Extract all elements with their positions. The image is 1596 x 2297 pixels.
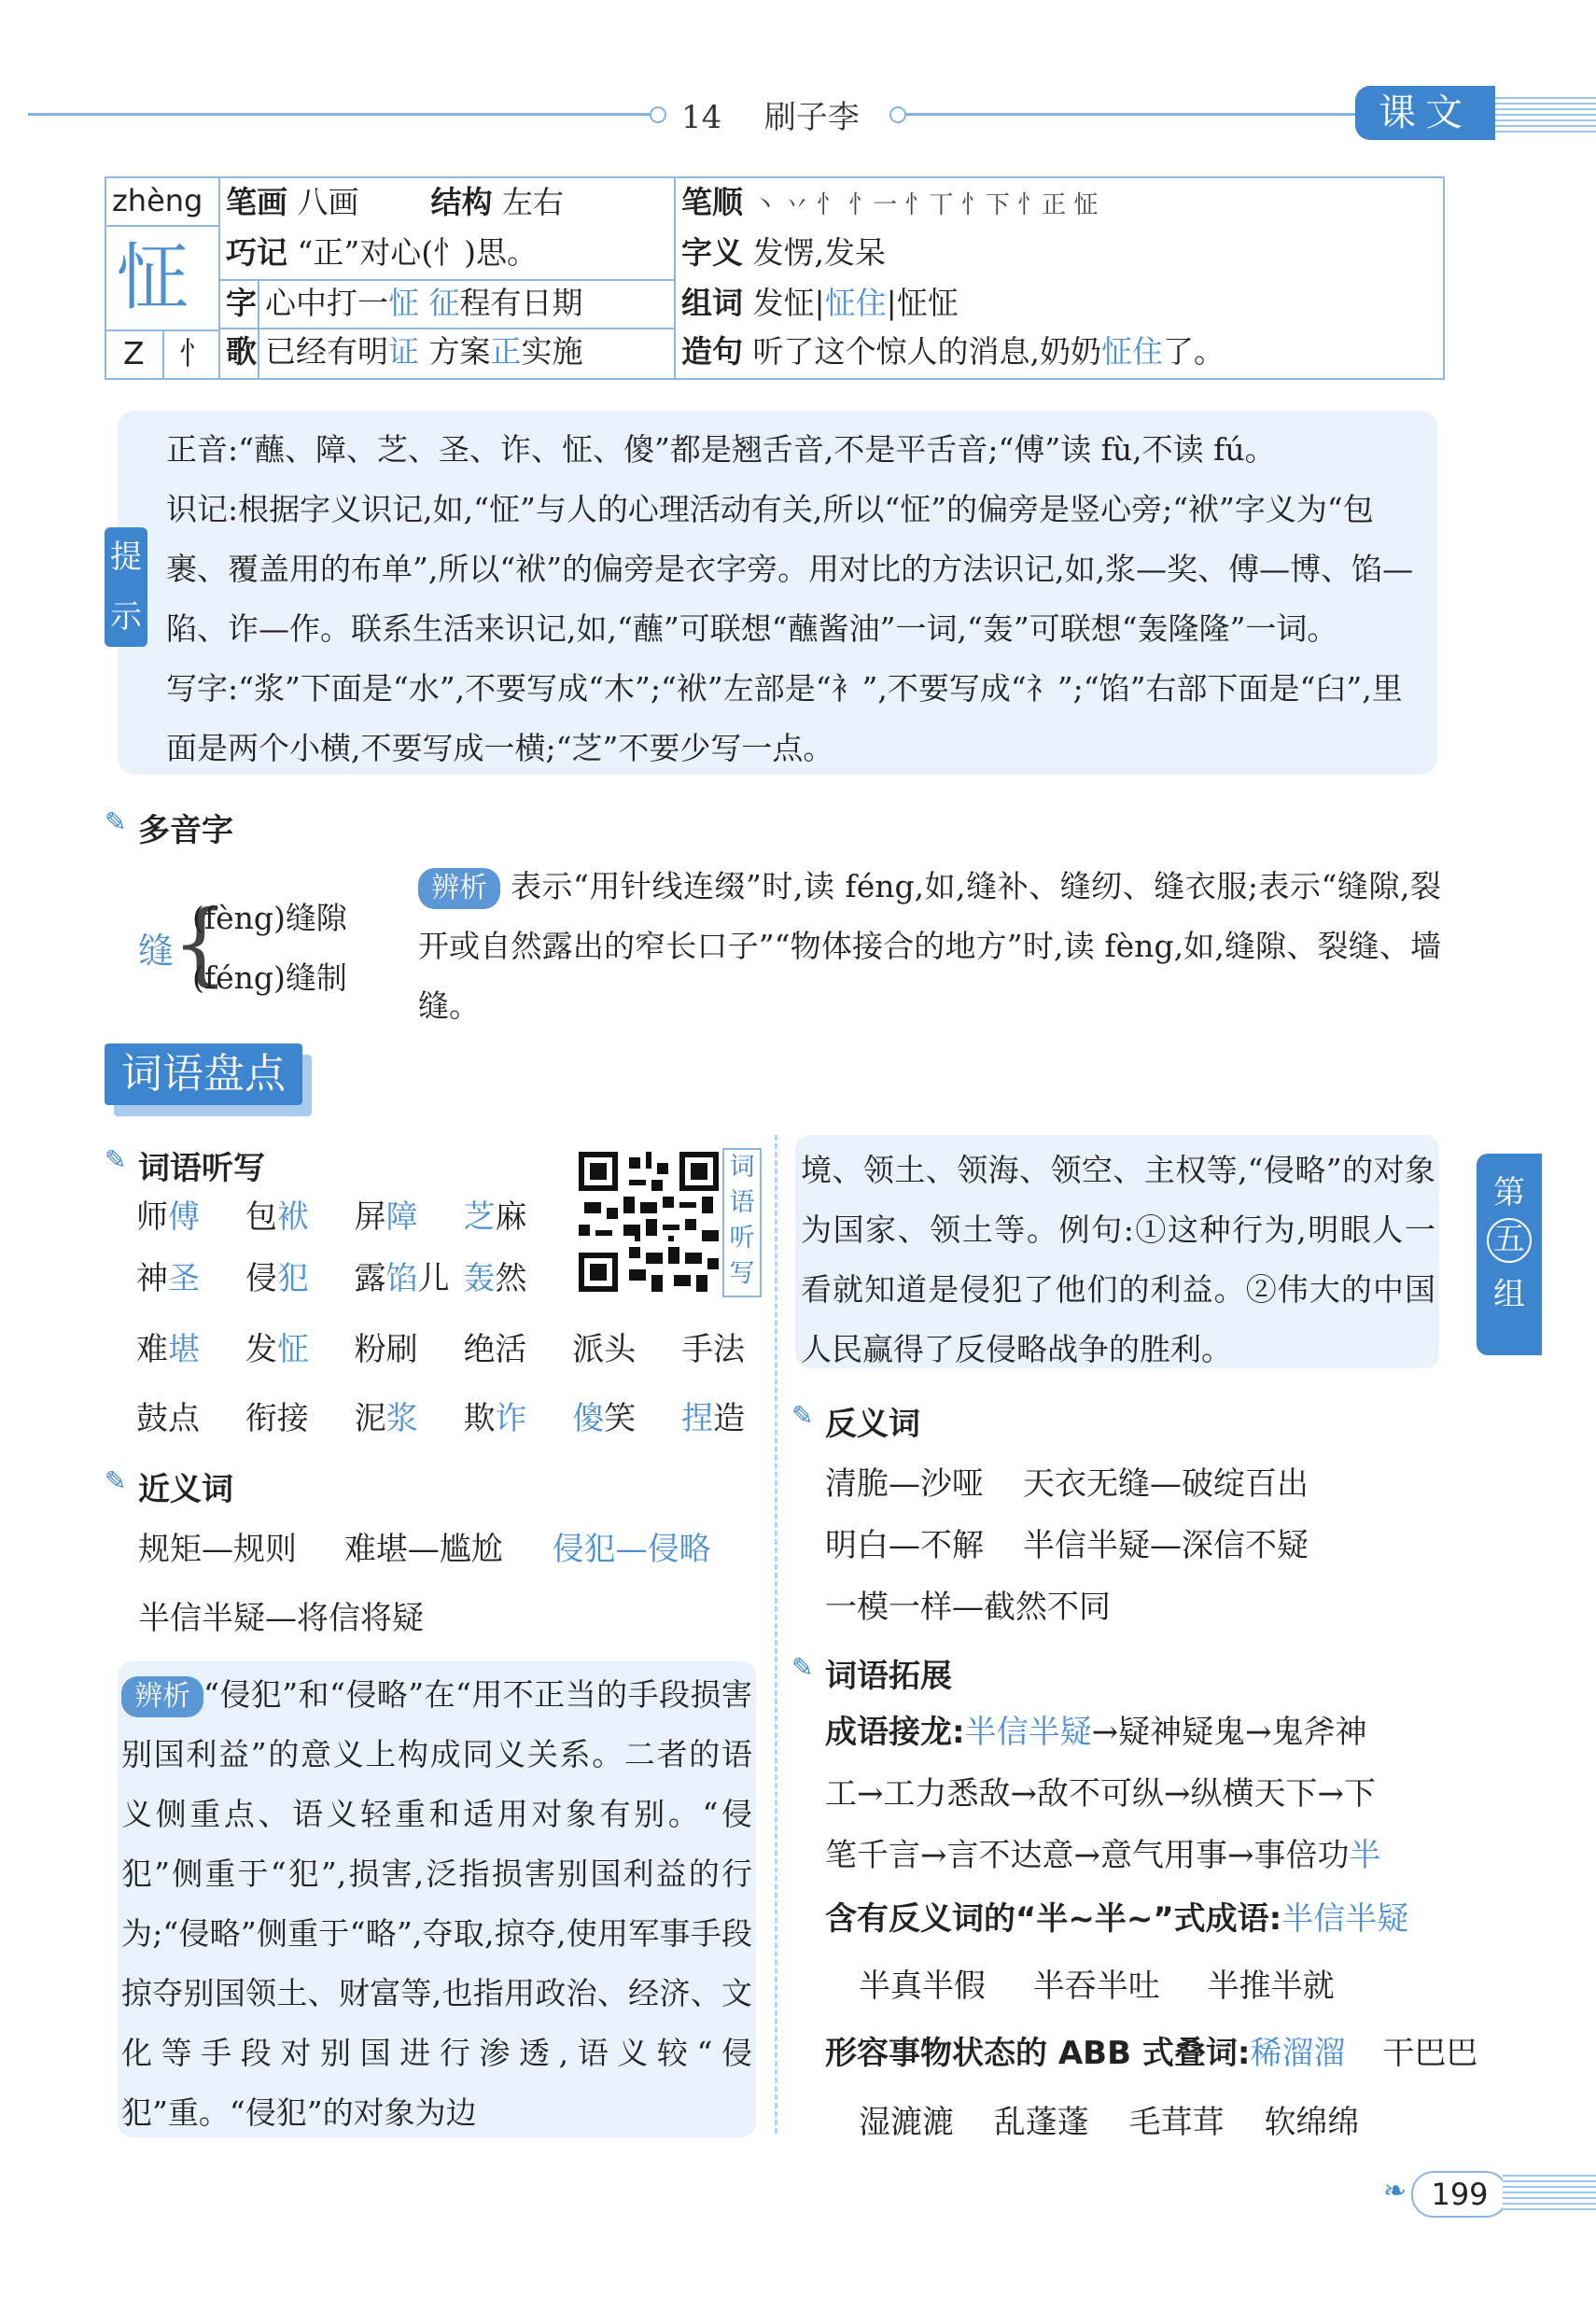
leaf-icon: ❧ (1383, 2175, 1407, 2207)
tips-writing: 写字:“浆”下面是“水”,不要写成“木”;“袱”左部是“衤”,不要写成“礻”;“馅”右部下面是“臼”,里面是两个小横,不要写成一横;“芝”不要少写一点。 (166, 670, 1403, 766)
riddle-label: 字 (226, 285, 257, 321)
expansion-heading: 词语拓展 (825, 1658, 952, 1695)
synonym-analysis: 辨析 “侵犯”和“侵略”在“用不正当的手段损害别国利益”的意义上构成同义关系。二者的语义侧重点、语义轻重和适用对象有别。“侵犯”侧重于“犯”,损害,泛指损害别国利益的行为;“侵略”侧重于“略”,夺取,掠夺,使用军事手段掠夺别国领土、财富等,也指用政治、经济、文化等手段对别国进行渗透,语义较“侵犯”重。“侵犯”的对象为边 (121, 1676, 752, 2131)
header-rule-left (28, 113, 653, 116)
char-radical: 忄 (179, 335, 210, 371)
synonym-heading: 近义词 (138, 1471, 233, 1508)
synonym-row-2: 半信半疑—将信将疑 (138, 1600, 424, 1637)
dictation-row-3: 难堪 发怔 粉刷 绝活 派头 手法 (136, 1331, 746, 1368)
character-card (105, 176, 1445, 380)
dictation-row-4: 鼓点 衔接 泥浆 欺诈 傻笑 捏造 (136, 1400, 746, 1437)
brace-icon: { (172, 891, 230, 996)
stroke-order-row: 笔顺 丶 丷 忄 忄一 忄丅 忄下 忄正 怔 (681, 184, 1099, 220)
char-glyph: 怔 (116, 236, 189, 320)
idiom-chain-line-2: 工→工力悉敌→敌不可纵→纵横天下→下 (825, 1775, 1376, 1813)
char-index-letter: Z (123, 335, 145, 371)
sentence-row: 造句 听了这个惊人的消息,奶奶怔住了。 (681, 333, 1225, 370)
lesson-number: 14 (681, 99, 722, 136)
unit-side-tab: 第 五 组 (1477, 1154, 1542, 1355)
tips-box (118, 411, 1437, 775)
ban-idioms-rest: 半真半假 半吞半吐 半推半就 (859, 1968, 1335, 2005)
char-pinyin: zhèng (112, 183, 203, 218)
synonym-analysis-continued: 境、领土、领海、领空、主权等,“侵略”的对象为国家、领土等。例句:①这种行为,明眼人一看就知道是侵犯了他们的利益。②伟大的中国人民赢得了反侵略战争的胜利。 (795, 1135, 1439, 1368)
antonym-row-2: 明白—不解 半信半疑—深信不疑 (825, 1527, 1309, 1564)
dictation-heading: 词语听写 (138, 1150, 265, 1187)
footer-stripes (1503, 2175, 1596, 2212)
header-rule-right (904, 113, 1358, 116)
abb-line: 形容事物状态的 ABB 式叠词:稀溜溜 干巴巴 (825, 2035, 1478, 2072)
words-row: 组词 发怔|怔住|怔怔 (681, 285, 959, 321)
tips-pronunciation: 正音:“蘸、障、芝、圣、诈、怔、傻”都是翘舌音,不是平舌音;“傅”读 fù,不读 fú。 (166, 431, 1276, 468)
vocab-section-title: 词语盘点 (105, 1043, 302, 1105)
pen-icon: ✎ (105, 806, 127, 837)
dictation-row-1: 师傅 包袱 屏障 芝麻 (136, 1198, 527, 1236)
song-label: 歌 (226, 333, 257, 370)
header-stripes (1495, 97, 1596, 133)
mnemonic-row: 巧记 “正”对心(忄)思。 (226, 234, 538, 271)
pen-icon: ✎ (791, 1652, 814, 1683)
pen-icon: ✎ (105, 1465, 127, 1496)
qr-label: 词语听写 (722, 1148, 762, 1297)
section-tab-kewen: 课文 (1355, 86, 1495, 140)
pen-icon: ✎ (105, 1144, 127, 1175)
antonym-heading: 反义词 (825, 1406, 920, 1443)
idiom-chain-line-3: 笔千言→言不达意→意气用事→事倍功半 (825, 1837, 1381, 1874)
meaning-row: 字义 发愣,发呆 (681, 234, 886, 271)
ban-idioms-line: 含有反义词的“半~半~”式成语:半信半疑 (825, 1900, 1409, 1938)
lesson-heading (681, 91, 860, 137)
abb-rest: 湿漉漉 乱蓬蓬 毛茸茸 软绵绵 (859, 2104, 1360, 2141)
polyphone-reading-1: (fèng)缝隙 (192, 900, 347, 936)
dictation-row-2: 神圣 侵犯 露馅儿 轰然 (136, 1260, 527, 1297)
polyphone-reading-2: (féng)缝制 (192, 959, 347, 996)
idiom-chain-line-1: 成语接龙:半信半疑→疑神疑鬼→鬼斧神 (825, 1714, 1367, 1751)
synonym-row-1: 规矩—规则 难堪—尴尬 侵犯—侵略 (138, 1531, 711, 1568)
column-divider (775, 1135, 777, 2134)
riddle-line: 心中打一怔 征程有日期 (265, 285, 583, 321)
page-number: 199 (1411, 2171, 1508, 2218)
polyphone-heading: 多音字 (138, 812, 233, 849)
polyphone-char: 缝 (138, 931, 175, 972)
tips-tab: 提示 (105, 527, 147, 647)
song-line: 已经有明证 方案正实施 (265, 333, 583, 370)
lesson-title: 刷子李 (763, 99, 860, 136)
synonym-analysis-box (118, 1661, 756, 2137)
analysis-badge: 辨析 (418, 868, 500, 909)
strokes-row: 笔画 八画 结构 左右 (226, 184, 564, 220)
qr-code-icon[interactable] (579, 1152, 719, 1292)
pen-icon: ✎ (791, 1400, 814, 1431)
tips-memorize: 识记:根据字义识记,如,“怔”与人的心理活动有关,所以“怔”的偏旁是竖心旁;“袱”字义为“包裹、覆盖用的布单”,所以“袱”的偏旁是衣字旁。用对比的方法识记,如,浆—奖、傅—博、馅—陷、诈—作。联系生活来识记,如,“蘸”可联想“蘸酱油”一词,“轰”可联想“轰隆隆”一词。 (166, 491, 1414, 647)
polyphone-analysis: 辨析 表示“用针线连缀”时,读 féng,如,缝补、缝纫、缝衣服;表示“缝隙,裂开或自然露出的窄长口子”“物体接合的地方”时,读 fèng,如,缝隙、裂缝、墙缝。 (418, 868, 1441, 1024)
analysis-badge: 辨析 (121, 1676, 203, 1717)
antonym-row-3: 一模一样—截然不同 (825, 1589, 1111, 1626)
header-rule-dot-left (650, 106, 666, 123)
antonym-row-1: 清脆—沙哑 天衣无缝—破绽百出 (825, 1465, 1309, 1503)
